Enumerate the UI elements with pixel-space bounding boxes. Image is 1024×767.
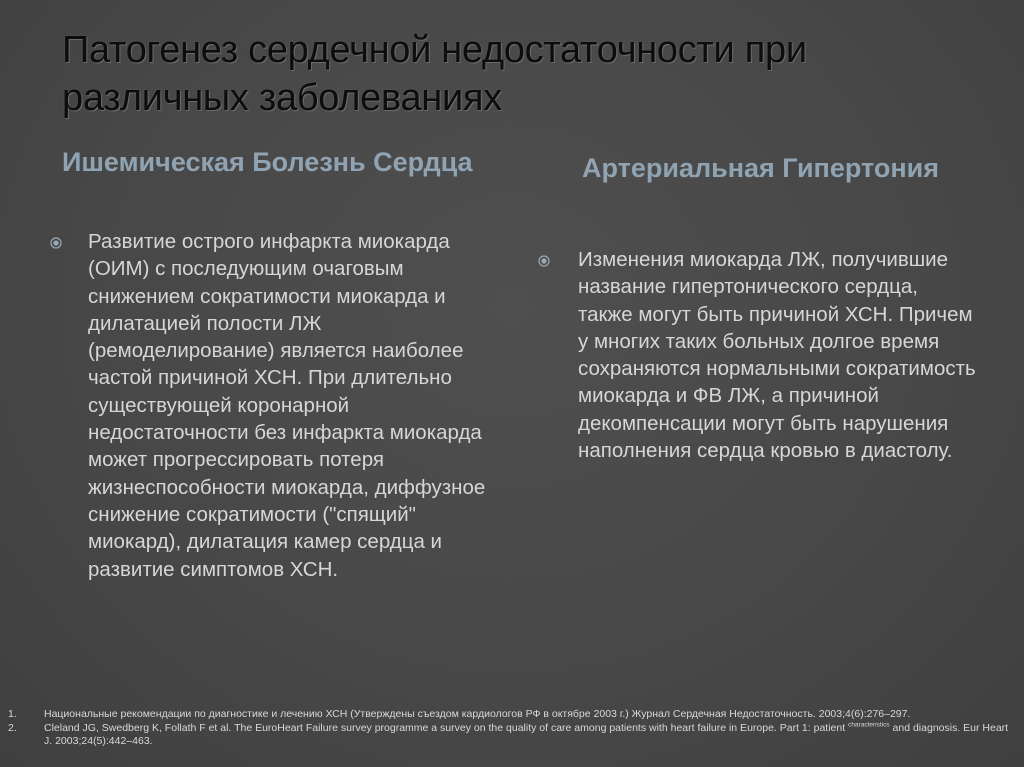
bullet-item-ischemic: [50, 228, 510, 583]
footnote-1: [8, 708, 1012, 722]
footnote-number: 2.: [8, 721, 17, 734]
footnote-superscript: characteristics: [848, 721, 890, 728]
bullet-item-hypertension: [538, 246, 978, 464]
footnote-text-part: and diagnosis. Eur Heart J. 2003;24(5):442–463.: [44, 721, 1009, 747]
footnote-2: [8, 722, 1012, 749]
slide-title: Патогенез сердечной недостаточности при различных заболеваниях: [62, 29, 807, 119]
circle-bullet-icon: [538, 254, 550, 266]
footnote-text: [44, 722, 1012, 749]
footnote-text-part: Cleland JG, Swedberg K, Follath F et al. The EuroHeart Failure survey programme a survey on the quality of care among patients with heart failure in Europe. Part 1: patient: [44, 721, 846, 734]
circle-bullet-icon: [50, 236, 62, 248]
bullet-text-hypertension: Изменения миокарда ЛЖ, получившие название гипертонического сердца, также могут быть причиной ХСН. Причем у многих таких больных долгое время сохраняются нормальными сократимость миокарда и ФВ ЛЖ, а причиной декомпенсации могут быть нарушения наполнения сердца кровью в диастолу.: [578, 248, 976, 463]
heading-ischemic-heart-disease: Ишемическая Болезнь Сердца: [62, 147, 473, 177]
footnotes: [8, 708, 1012, 749]
footnote-number: 1.: [8, 708, 17, 720]
bullet-text-ischemic: Развитие острого инфаркта миокарда (ОИМ) с последующим очаговым снижением сократимости миокарда и дилатацией полости ЛЖ (ремоделирование) является наиболее частой причиной ХСН. При длительно существующей коронарной недостаточности без инфаркта миокарда может прогрессировать потеря жизнеспособности миокарда, диффузное снижение сократимости ("спящий" миокард), дилатация камер сердца и развитие симптомов ХСН.: [88, 230, 486, 581]
footnote-text: Национальные рекомендации по диагностике и лечению ХСН (Утверждены съездом кардиологов РФ в октябре 2003 г.) Журнал Сердечная Недостаточность. 2003;4(6):276–297.: [44, 708, 911, 720]
heading-arterial-hypertension: Артериальная Гипертония: [582, 153, 940, 183]
